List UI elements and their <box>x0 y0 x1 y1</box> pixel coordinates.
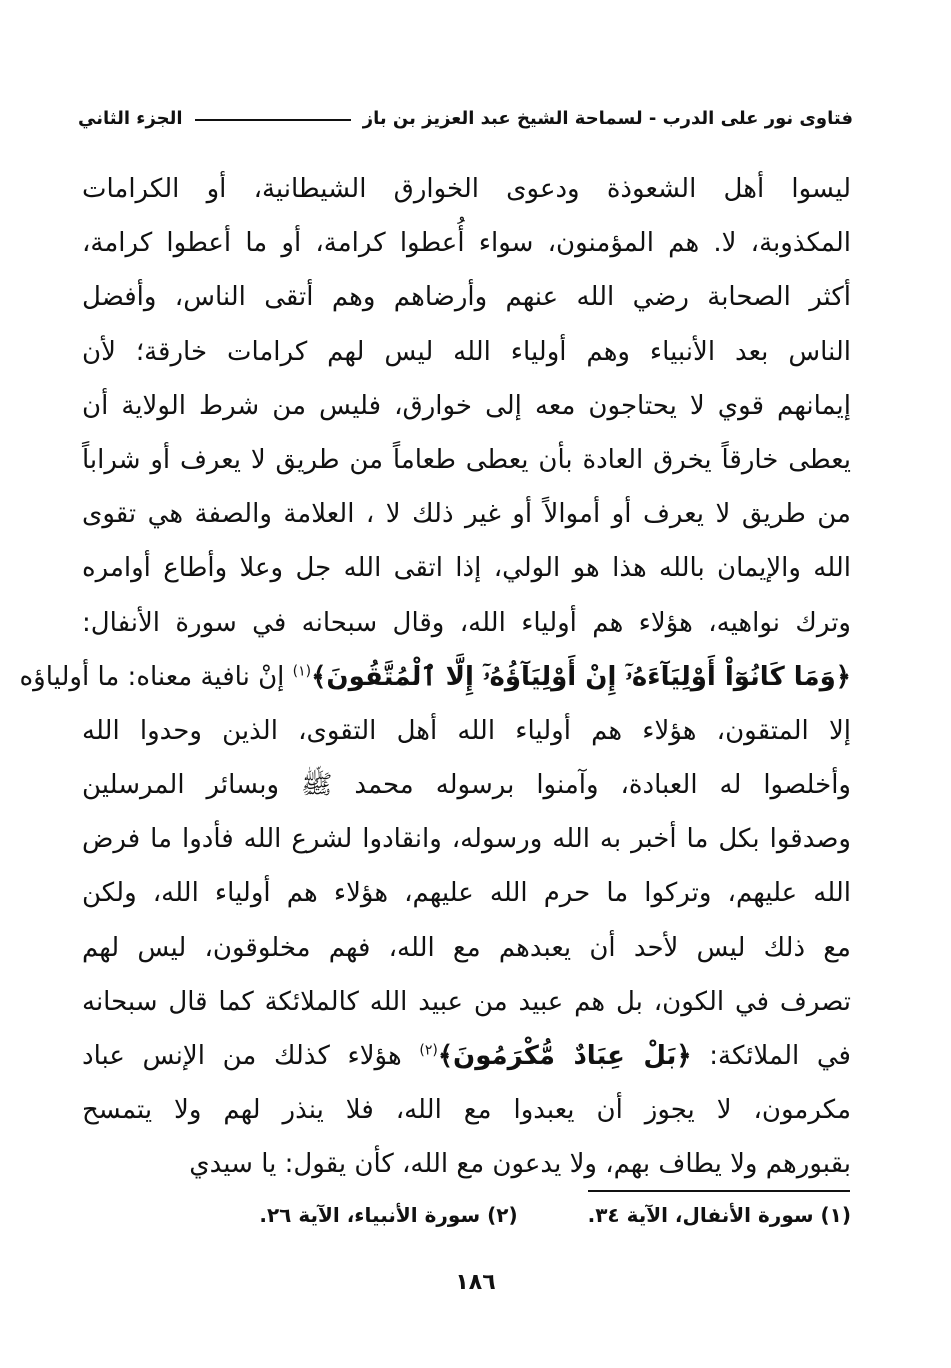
verse-commentary: إنْ نافية معناه: ما أولياؤه <box>19 661 285 692</box>
text-line-with-verse <box>19 650 851 704</box>
footnote-marker: (٢) <box>419 1042 438 1059</box>
text-line: إيمانهم قوي لا يحتاجون معه إلى خوارق، فليس من شرط الولاية أن <box>82 390 851 421</box>
quran-verse: ﴿بَلْ عِبَادٌ مُّكْرَمُونَ﴾ <box>437 1041 692 1071</box>
page-number: ١٨٦ <box>455 1270 496 1295</box>
text-line-with-verse <box>82 1029 851 1083</box>
volume-label: الجزء الثاني <box>78 107 183 129</box>
footnote: (٢) سورة الأنبياء، الآية ٢٦. <box>259 1203 518 1227</box>
text-line: الله والإيمان بالله هذا هو الولي، إذا اتقى الله جل وعلا وأطاع أوامره <box>82 553 851 584</box>
header-rule <box>195 119 351 121</box>
text-line: وترك نواهيه، هؤلاء هم أولياء الله، وقال سبحانه في سورة الأنفال: <box>82 607 851 638</box>
footnote-rule <box>588 1190 850 1192</box>
text-line: الناس بعد الأنبياء وهم أولياء الله ليس لهم كرامات خارقة؛ لأن <box>82 336 851 367</box>
verse-lead: في الملائكة: <box>709 1041 851 1071</box>
text-line: إلا المتقون، هؤلاء هم أولياء الله أهل التقوى، الذين وحدوا الله <box>82 715 851 746</box>
body-text <box>19 162 851 1192</box>
text-line: وأخلصوا له العبادة، وآمنوا برسوله محمد ﷺ وبسائر المرسلين <box>82 770 851 801</box>
text-line: الله عليهم، وتركوا ما حرم الله عليهم، هؤلاء هم أولياء الله، ولكن <box>82 878 851 909</box>
text-line: المكذوبة، لا. هم المؤمنون، سواء أُعطوا كرامة، أو ما أعطوا كرامة، <box>82 228 851 259</box>
text-line: أكثر الصحابة رضي الله عنهم وأرضاهم وهم أتقى الناس، وأفضل <box>82 282 851 313</box>
text-line: يعطى خارقاً يخرق العادة بأن يعطى طعاماً من طريق لا يعرف أو شراباً <box>82 444 851 475</box>
footnote-marker: (١) <box>292 663 312 680</box>
text-line: تصرف في الكون، بل هم عبيد من عبيد الله كالملائكة كما قال سبحانه <box>82 986 851 1017</box>
verse-commentary: هؤلاء كذلك من الإنس عباد <box>82 1041 402 1071</box>
text-line: بقبورهم ولا يطاف بهم، ولا يدعون مع الله، كأن يقول: يا سيدي <box>189 1149 851 1180</box>
book-title: فتاوى نور على الدرب - لسماحة الشيخ عبد العزيز بن باز <box>362 107 853 129</box>
text-line: مع ذلك ليس لأحد أن يعبدهم مع الله، فهم مخلوقون، ليس لهم <box>82 932 851 963</box>
text-line: ليسوا أهل الشعوذة ودعوى الخوارق الشيطانية، أو الكرامات <box>82 174 851 204</box>
text-line: مكرمون، لا يجوز أن يعبدوا مع الله، فلا ينذر لهم ولا يتمسح <box>82 1095 851 1126</box>
running-header <box>78 98 853 138</box>
text-line: من طريق لا يعرف أو أموالاً أو غير ذلك لا ، العلامة والصفة هي تقوى <box>82 499 851 530</box>
text-line: وصدقوا بكل ما أخبر به الله ورسوله، وانقادوا لشرع الله فأدوا ما فرض <box>82 824 851 855</box>
quran-verse: ﴿وَمَا كَانُوٓاْ أَوْلِيَآءَهُۥٓ إِنْ أَوْلِيَآؤُهُۥٓ إِلَّا ٱلْمُتَّقُونَ﴾ <box>311 661 851 692</box>
footnote: (١) سورة الأنفال، الآية ٣٤. <box>587 1203 851 1227</box>
footnotes <box>160 1203 851 1239</box>
